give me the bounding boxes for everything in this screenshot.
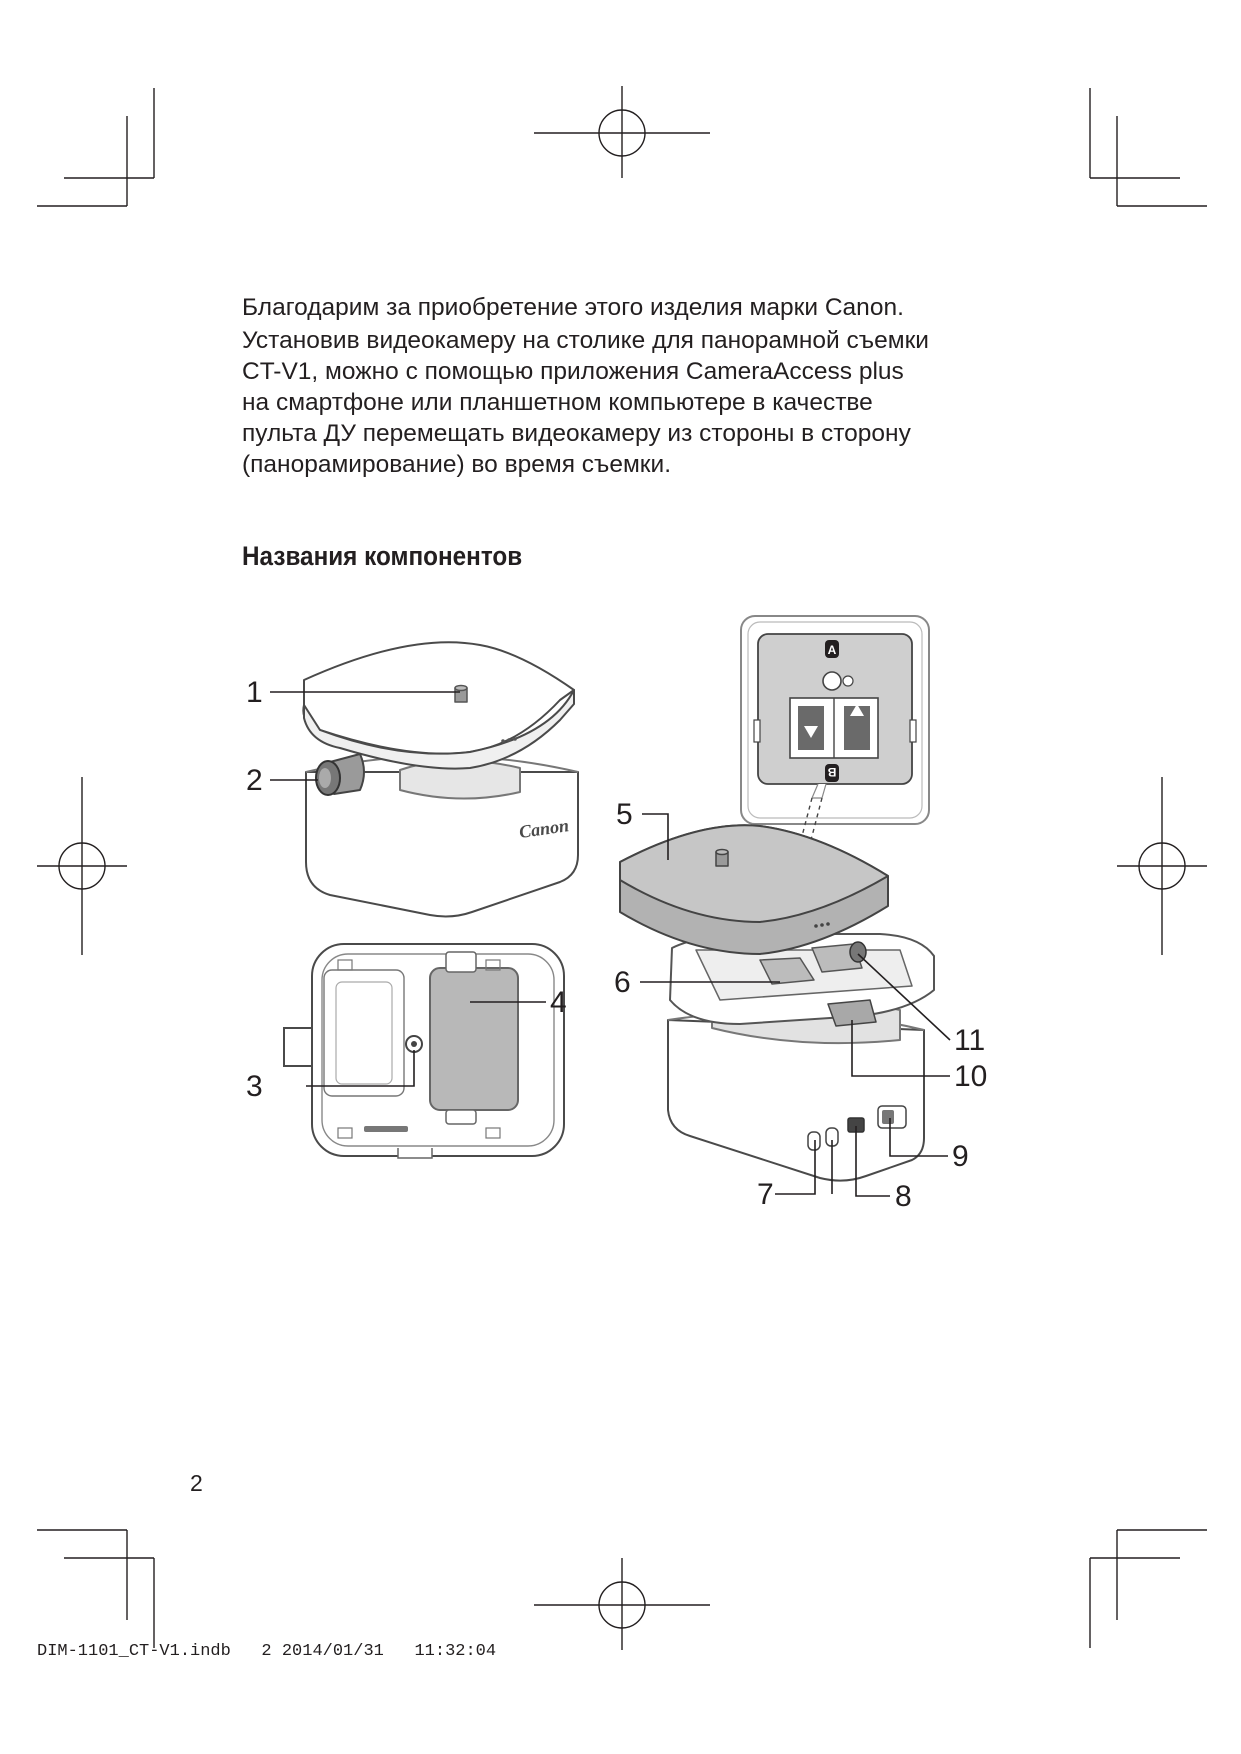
plate-badge-a: A <box>827 643 837 657</box>
plate-badge-b: B <box>827 765 837 779</box>
intro-line: на смартфоне или планшетном компьютере в качестве <box>242 389 873 416</box>
intro-line: (панорамирование) во время съемки. <box>242 451 672 478</box>
intro-line: CT-V1, можно с помощью приложения CameraAccess plus <box>242 358 904 385</box>
exploded-view-illustration <box>620 825 934 1180</box>
callout-6: 6 <box>614 966 631 999</box>
callout-11: 11 <box>954 1024 986 1057</box>
callout-10: 10 <box>954 1060 988 1093</box>
intro-sentence: Благодарим за приобретение этого изделия марки Canon. <box>242 294 904 321</box>
intro-line: Установив видеокамеру на столике для панорамной съемки <box>242 327 929 354</box>
callout-1: 1 <box>246 676 263 709</box>
section-heading: Названия компонентов <box>242 541 523 571</box>
callout-2: 2 <box>246 764 263 797</box>
callout-5: 5 <box>616 798 633 831</box>
callout-8: 8 <box>895 1180 912 1213</box>
callout-7: 7 <box>757 1178 774 1211</box>
canon-logo: Canon <box>517 815 571 842</box>
page-number: 2 <box>190 1470 203 1496</box>
print-slug: DIM-1101_CT-V1.indb 2 2014/01/31 11:32:04 <box>37 1642 497 1661</box>
callout-9: 9 <box>952 1140 969 1173</box>
assembled-unit-illustration <box>303 642 578 916</box>
callout-4: 4 <box>550 986 567 1019</box>
callout-3: 3 <box>246 1070 263 1103</box>
intro-line: пульта ДУ перемещать видеокамеру из стороны в сторону <box>242 420 911 447</box>
bottom-view-illustration <box>284 944 564 1158</box>
